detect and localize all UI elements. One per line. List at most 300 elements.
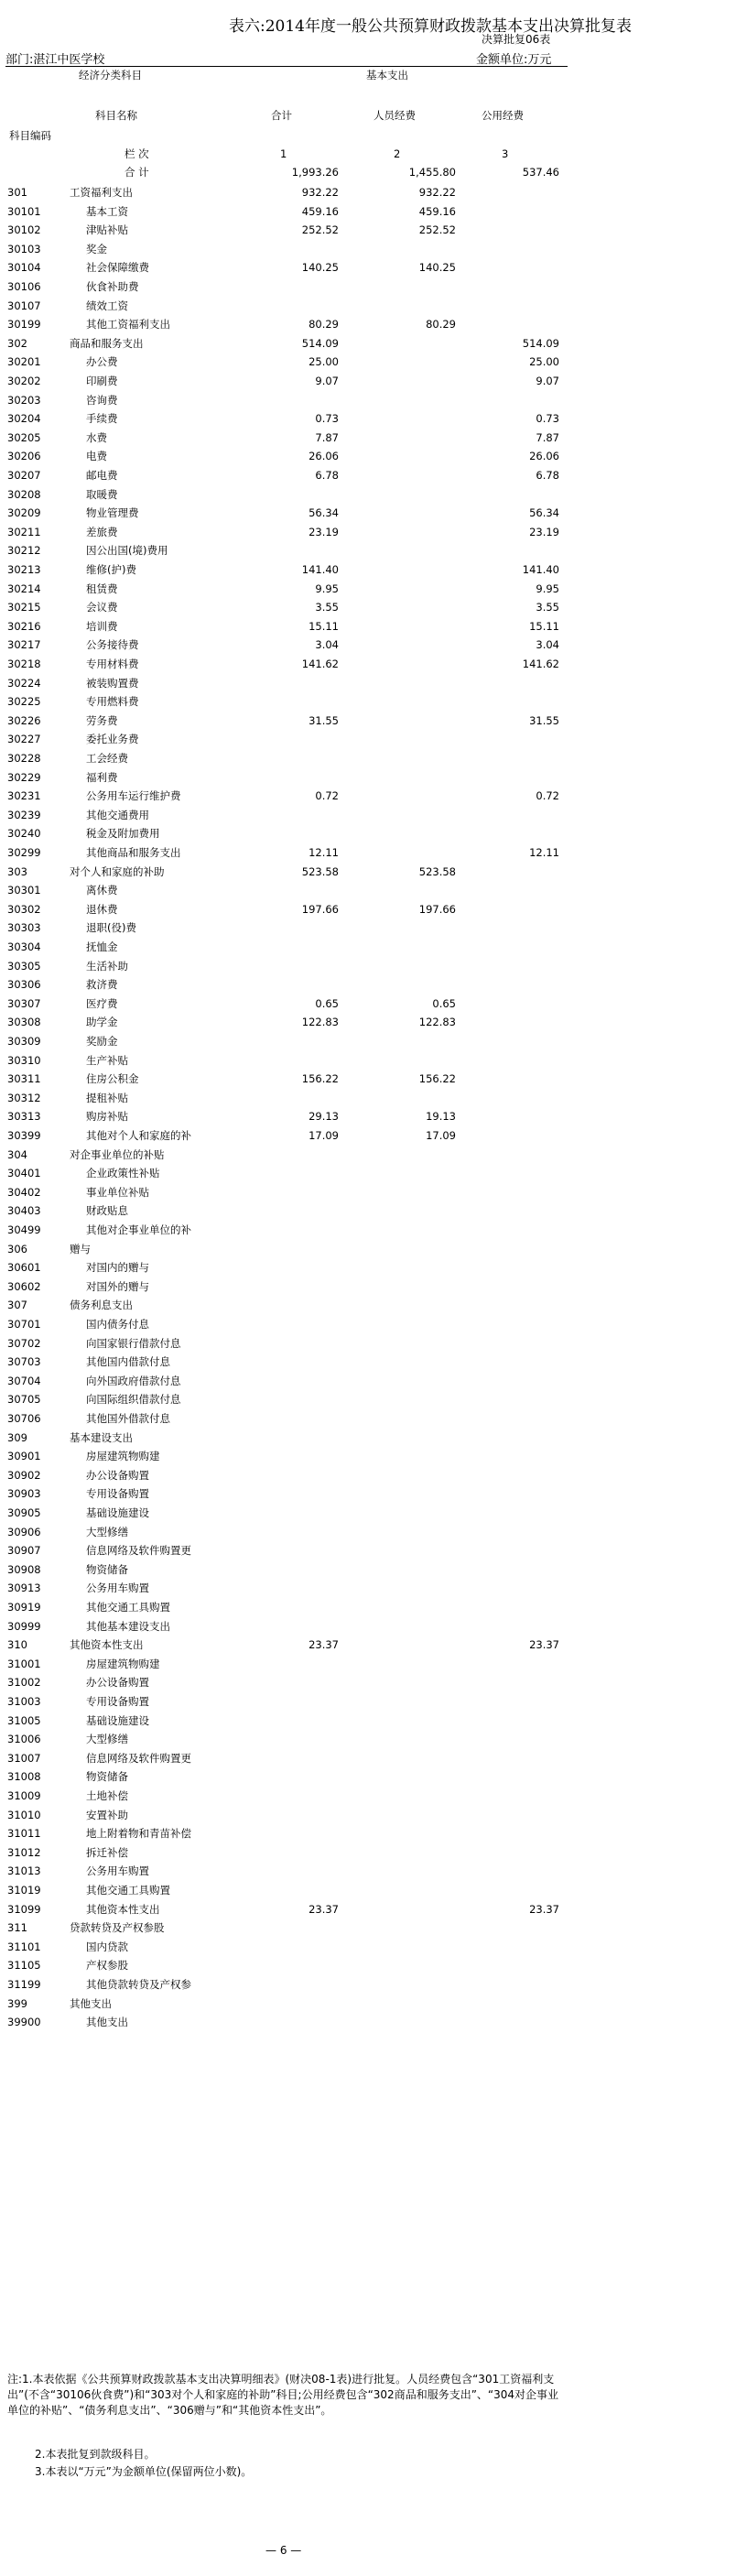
- row-code: 30913: [7, 1581, 41, 1595]
- table-row: [0, 1089, 747, 1107]
- row-code: 30601: [7, 1261, 41, 1275]
- table-row: [0, 1183, 747, 1201]
- row-code: 30202: [7, 375, 41, 387]
- table-row: [0, 1617, 747, 1636]
- row-public: 31.55: [529, 713, 559, 727]
- row-name: 离休费: [86, 884, 118, 897]
- table-row: [0, 674, 747, 692]
- row-code: 31011: [7, 1827, 41, 1841]
- row-code: 30226: [7, 713, 41, 727]
- row-name: 办公费: [86, 355, 118, 369]
- row-code: 30201: [7, 355, 41, 369]
- sum-public: 537.46: [522, 166, 559, 179]
- table-row: [0, 1315, 747, 1333]
- sum-personnel: 1,455.80: [408, 166, 456, 179]
- row-code: 31008: [7, 1770, 41, 1784]
- row-name: 对个人和家庭的补助: [70, 864, 165, 878]
- row-name: 其他国内借款付息: [86, 1355, 170, 1369]
- row-code: 30203: [7, 393, 41, 407]
- table-row: [0, 1164, 747, 1182]
- row-code: 30299: [7, 846, 41, 859]
- row-name: 地上附着物和青苗补偿: [86, 1827, 191, 1841]
- row-public: 23.37: [529, 1638, 559, 1652]
- table-row: [0, 806, 747, 824]
- row-code: 30227: [7, 733, 41, 746]
- row-name: 咨询费: [86, 393, 118, 407]
- row-name: 抚恤金: [86, 940, 118, 953]
- row-name: 房屋建筑物购建: [86, 1450, 160, 1463]
- econ-class-header: 经济分类科目: [79, 69, 142, 82]
- row-code: 30304: [7, 940, 41, 953]
- table-row: [0, 730, 747, 748]
- table-row: [0, 900, 747, 918]
- table-row: [0, 1258, 747, 1277]
- table-row: [0, 938, 747, 956]
- table-row: [0, 221, 747, 239]
- row-name: 取暖费: [86, 487, 118, 501]
- row-name: 物资储备: [86, 1770, 128, 1784]
- row-total: 12.11: [309, 846, 339, 859]
- row-public: 23.37: [529, 1902, 559, 1916]
- row-code: 30906: [7, 1525, 41, 1538]
- row-code: 306: [7, 1242, 27, 1255]
- table-row: [0, 1598, 747, 1616]
- row-code: 30704: [7, 1374, 41, 1387]
- row-code: 30106: [7, 280, 41, 293]
- row-name: 基本建设支出: [70, 1430, 133, 1444]
- row-name: 商品和服务支出: [70, 336, 144, 350]
- table-row: [0, 1938, 747, 1956]
- row-code: 399: [7, 1996, 27, 2010]
- row-total: 0.65: [315, 996, 339, 1010]
- table-row: [0, 975, 747, 994]
- row-total: 7.87: [315, 430, 339, 444]
- table-row: [0, 843, 747, 862]
- row-public: 6.78: [536, 469, 559, 482]
- row-personnel: 122.83: [418, 1016, 456, 1029]
- row-total: 23.37: [309, 1902, 339, 1916]
- row-name: 信息网络及软件购置更: [86, 1544, 191, 1558]
- row-public: 15.11: [529, 619, 559, 633]
- row-name: 安置补助: [86, 1808, 128, 1821]
- row-code: 30705: [7, 1393, 41, 1407]
- subject-code-header: 科目编码: [9, 129, 51, 142]
- row-code: 30602: [7, 1279, 41, 1293]
- row-public: 7.87: [536, 430, 559, 444]
- row-name: 租赁费: [86, 582, 118, 595]
- row-code: 30216: [7, 619, 41, 633]
- table-row: [0, 1749, 747, 1767]
- row-name: 培训费: [86, 619, 118, 633]
- table-row: [0, 1824, 747, 1842]
- row-public: 514.09: [522, 336, 559, 350]
- row-name: 其他工资福利支出: [86, 318, 170, 332]
- table-row: [0, 1541, 747, 1560]
- row-code: 30208: [7, 487, 41, 501]
- row-code: 30213: [7, 563, 41, 576]
- row-name: 国内贷款: [86, 1940, 128, 1953]
- table-row: [0, 353, 747, 371]
- row-total: 156.22: [301, 1072, 339, 1086]
- table-row: [0, 240, 747, 258]
- row-name: 其他支出: [86, 2016, 128, 2029]
- row-name: 伙食补助费: [86, 280, 139, 293]
- row-code: 30101: [7, 204, 41, 218]
- row-code: 30240: [7, 827, 41, 841]
- row-total: 141.62: [301, 658, 339, 670]
- row-code: 31002: [7, 1676, 41, 1690]
- row-total: 932.22: [301, 186, 339, 199]
- row-name: 财政贴息: [86, 1204, 128, 1218]
- total-header: 合计: [271, 109, 292, 122]
- row-code: 30313: [7, 1110, 41, 1124]
- row-personnel: 932.22: [418, 186, 456, 199]
- row-total: 23.19: [309, 525, 339, 538]
- row-code: 30402: [7, 1185, 41, 1199]
- row-public: 3.04: [536, 638, 559, 652]
- row-code: 39900: [7, 2016, 41, 2029]
- sum-label: 合 计: [124, 166, 149, 179]
- row-code: 30401: [7, 1167, 41, 1180]
- table-row: [0, 918, 747, 937]
- row-name: 其他对企事业单位的补: [86, 1223, 191, 1236]
- row-public: 26.06: [529, 450, 559, 463]
- row-public: 25.00: [529, 355, 559, 369]
- row-code: 31012: [7, 1845, 41, 1859]
- row-code: 31009: [7, 1789, 41, 1802]
- table-row: [0, 409, 747, 428]
- table-row: [0, 485, 747, 504]
- table-row: [0, 1277, 747, 1296]
- row-public: 0.73: [536, 412, 559, 426]
- table-row: [0, 1353, 747, 1371]
- row-name: 其他国外借款付息: [86, 1412, 170, 1425]
- row-name: 事业单位补贴: [86, 1185, 149, 1199]
- table-row: [0, 560, 747, 579]
- row-total: 141.40: [301, 563, 339, 576]
- row-total: 26.06: [309, 450, 339, 463]
- sum-row: [0, 163, 747, 181]
- row-code: 309: [7, 1430, 27, 1444]
- note-3: 3.本表以“万元”为金额单位(保留两位小数)。: [35, 2465, 253, 2478]
- row-code: 30239: [7, 808, 41, 821]
- row-code: 310: [7, 1638, 27, 1652]
- table-row: [0, 1655, 747, 1673]
- table-row: [0, 183, 747, 201]
- row-code: 31001: [7, 1657, 41, 1670]
- table-row: [0, 1975, 747, 1994]
- row-name: 工会经费: [86, 752, 128, 765]
- column-index-2: 2: [394, 147, 401, 160]
- row-total: 6.78: [315, 469, 339, 482]
- row-code: 31006: [7, 1733, 41, 1746]
- row-name: 产权参股: [86, 1959, 128, 1973]
- table-row: [0, 541, 747, 560]
- table-row: [0, 315, 747, 333]
- row-name: 大型修缮: [86, 1525, 128, 1538]
- column-index-1: 1: [280, 147, 287, 160]
- row-name: 公务用车运行维护费: [86, 789, 181, 803]
- row-name: 水费: [86, 430, 107, 444]
- table-row: [0, 447, 747, 465]
- table-row: [0, 617, 747, 636]
- row-name: 债务利息支出: [70, 1299, 133, 1312]
- row-name: 因公出国(境)费用: [86, 544, 168, 558]
- row-public: 141.62: [522, 658, 559, 670]
- row-name: 印刷费: [86, 375, 118, 387]
- row-code: 30706: [7, 1412, 41, 1425]
- row-code: 30999: [7, 1619, 41, 1633]
- row-name: 基本工资: [86, 204, 128, 218]
- table-row: [0, 334, 747, 353]
- row-code: 30231: [7, 789, 41, 803]
- row-code: 30919: [7, 1601, 41, 1614]
- row-name: 津贴补贴: [86, 223, 128, 237]
- row-code: 311: [7, 1921, 27, 1935]
- table-row: [0, 1372, 747, 1390]
- row-code: 30310: [7, 1053, 41, 1067]
- row-total: 80.29: [309, 318, 339, 332]
- table-row: [0, 1636, 747, 1654]
- row-name: 福利费: [86, 770, 118, 784]
- table-row: [0, 1900, 747, 1918]
- form-code: 决算批复06表: [482, 33, 551, 46]
- row-personnel: 140.25: [418, 261, 456, 275]
- row-name: 其他交通费用: [86, 808, 149, 821]
- row-name: 差旅费: [86, 525, 118, 538]
- table-row: [0, 1126, 747, 1145]
- page-number: — 6 —: [265, 2544, 302, 2557]
- table-row: [0, 787, 747, 805]
- row-code: 31003: [7, 1695, 41, 1708]
- table-row: [0, 863, 747, 881]
- row-total: 56.34: [309, 506, 339, 520]
- table-row: [0, 995, 747, 1013]
- row-public: 9.07: [536, 375, 559, 387]
- row-name: 基础设施建设: [86, 1713, 149, 1727]
- row-total: 29.13: [309, 1110, 339, 1124]
- table-row: [0, 1429, 747, 1447]
- row-code: 30701: [7, 1318, 41, 1331]
- row-name: 物业管理费: [86, 506, 139, 520]
- row-code: 30207: [7, 469, 41, 482]
- row-name: 提租补贴: [86, 1091, 128, 1104]
- row-code: 30309: [7, 1035, 41, 1048]
- row-name: 委托业务费: [86, 733, 139, 746]
- row-name: 向国家银行借款付息: [86, 1336, 181, 1350]
- row-total: 9.07: [315, 375, 339, 387]
- row-code: 30206: [7, 450, 41, 463]
- table-row: [0, 1107, 747, 1125]
- row-personnel: 459.16: [418, 204, 456, 218]
- row-name: 拆迁补偿: [86, 1845, 128, 1859]
- row-code: 31099: [7, 1902, 41, 1916]
- header-top-rule: [5, 66, 568, 67]
- table-row: [0, 692, 747, 711]
- table-row: [0, 277, 747, 296]
- row-name: 其他商品和服务支出: [86, 846, 181, 859]
- row-personnel: 19.13: [426, 1110, 456, 1124]
- page-title: 表六:2014年度一般公共预算财政拨款基本支出决算批复表: [229, 17, 632, 36]
- row-code: 30399: [7, 1129, 41, 1142]
- table-row: [0, 297, 747, 315]
- table-row: [0, 768, 747, 787]
- row-total: 0.73: [315, 412, 339, 426]
- row-total: 17.09: [309, 1129, 339, 1142]
- row-code: 302: [7, 336, 27, 350]
- row-name: 其他贷款转贷及产权参: [86, 1978, 191, 1991]
- table-row: [0, 202, 747, 221]
- row-name: 助学金: [86, 1016, 118, 1029]
- note-2: 2.本表批复到款级科目。: [35, 2448, 156, 2461]
- row-name: 生活补助: [86, 959, 128, 973]
- row-total: 197.66: [301, 902, 339, 916]
- row-code: 30228: [7, 752, 41, 765]
- row-code: 30905: [7, 1506, 41, 1519]
- table-row: [0, 1956, 747, 1974]
- table-row: [0, 1146, 747, 1164]
- row-code: 30211: [7, 525, 41, 538]
- table-row: [0, 1673, 747, 1691]
- row-public: 0.72: [536, 789, 559, 803]
- table-row: [0, 1730, 747, 1748]
- row-code: 30901: [7, 1450, 41, 1463]
- row-public: 3.55: [536, 601, 559, 614]
- row-name: 专用设备购置: [86, 1487, 149, 1501]
- row-personnel: 17.09: [426, 1129, 456, 1142]
- table-row: [0, 1334, 747, 1353]
- row-name: 对国内的赠与: [86, 1261, 149, 1275]
- row-code: 30308: [7, 1016, 41, 1029]
- row-code: 31101: [7, 1940, 41, 1953]
- row-code: 30204: [7, 412, 41, 426]
- row-code: 30107: [7, 299, 41, 312]
- department-label: 部门:湛江中医学校: [5, 53, 105, 67]
- row-code: 31105: [7, 1959, 41, 1973]
- row-name: 医疗费: [86, 996, 118, 1010]
- row-name: 大型修缮: [86, 1733, 128, 1746]
- row-name: 其他资本性支出: [70, 1638, 144, 1652]
- row-code: 30902: [7, 1468, 41, 1482]
- row-code: 30212: [7, 544, 41, 558]
- row-total: 23.37: [309, 1638, 339, 1652]
- row-name: 其他交通工具购置: [86, 1601, 170, 1614]
- row-total: 31.55: [309, 713, 339, 727]
- row-name: 救济费: [86, 978, 118, 992]
- table-row: [0, 1466, 747, 1484]
- table-row: [0, 1994, 747, 2013]
- row-personnel: 197.66: [418, 902, 456, 916]
- row-code: 30103: [7, 242, 41, 255]
- row-code: 31010: [7, 1808, 41, 1821]
- row-name: 退休费: [86, 902, 118, 916]
- row-code: 30225: [7, 695, 41, 709]
- row-name: 对企事业单位的补贴: [70, 1147, 165, 1161]
- sum-total: 1,993.26: [291, 166, 339, 179]
- table-row: [0, 712, 747, 730]
- personnel-header: 人员经费: [374, 109, 416, 122]
- row-code: 30302: [7, 902, 41, 916]
- table-row: [0, 429, 747, 447]
- row-code: 30214: [7, 582, 41, 595]
- table-row: [0, 881, 747, 899]
- row-code: 31199: [7, 1978, 41, 1991]
- row-name: 公务用车购置: [86, 1864, 149, 1878]
- row-code: 31005: [7, 1713, 41, 1727]
- table-row: [0, 1070, 747, 1088]
- row-name: 办公设备购置: [86, 1468, 149, 1482]
- column-index-3: 3: [502, 147, 509, 160]
- row-code: 30209: [7, 506, 41, 520]
- table-row: [0, 1712, 747, 1730]
- row-total: 252.52: [301, 223, 339, 237]
- row-name: 物资储备: [86, 1562, 128, 1576]
- table-row: [0, 466, 747, 484]
- row-code: 30307: [7, 996, 41, 1010]
- row-code: 301: [7, 186, 27, 199]
- notes-block: [7, 2372, 566, 2418]
- row-code: 30306: [7, 978, 41, 992]
- row-name: 其他对个人和家庭的补: [86, 1129, 191, 1142]
- row-total: 122.83: [301, 1016, 339, 1029]
- row-name: 公务接待费: [86, 638, 139, 652]
- row-name: 专用燃料费: [86, 695, 139, 709]
- row-code: 30215: [7, 601, 41, 614]
- row-name: 基础设施建设: [86, 1506, 149, 1519]
- table-row: [0, 1767, 747, 1786]
- row-name: 其他交通工具购置: [86, 1884, 170, 1897]
- row-code: 30305: [7, 959, 41, 973]
- row-name: 办公设备购置: [86, 1676, 149, 1690]
- row-public: 141.40: [522, 563, 559, 576]
- row-name: 退职(役)费: [86, 921, 136, 935]
- row-name: 专用材料费: [86, 658, 139, 670]
- row-name: 公务用车购置: [86, 1581, 149, 1595]
- row-name: 向外国政府借款付息: [86, 1374, 181, 1387]
- row-code: 30229: [7, 770, 41, 784]
- row-name: 向国际组织借款付息: [86, 1393, 181, 1407]
- row-code: 30102: [7, 223, 41, 237]
- row-total: 140.25: [301, 261, 339, 275]
- table-row: [0, 824, 747, 842]
- table-row: [0, 1051, 747, 1070]
- row-total: 9.95: [315, 582, 339, 595]
- row-code: 30218: [7, 658, 41, 670]
- row-personnel: 523.58: [418, 864, 456, 878]
- row-code: 30303: [7, 921, 41, 935]
- row-public: 12.11: [529, 846, 559, 859]
- row-code: 30104: [7, 261, 41, 275]
- table-row: [0, 1692, 747, 1711]
- row-code: 30311: [7, 1072, 41, 1086]
- row-code: 30703: [7, 1355, 41, 1369]
- row-code: 30199: [7, 318, 41, 332]
- row-personnel: 156.22: [418, 1072, 456, 1086]
- subject-name-header: 科目名称: [95, 109, 137, 122]
- table-row: [0, 2013, 747, 2031]
- row-personnel: 80.29: [426, 318, 456, 332]
- row-code: 30908: [7, 1562, 41, 1576]
- public-header: 公用经费: [482, 109, 524, 122]
- table-row: [0, 1240, 747, 1258]
- basic-expense-header: 基本支出: [366, 69, 408, 82]
- row-code: 30301: [7, 884, 41, 897]
- table-row: [0, 1843, 747, 1862]
- row-total: 523.58: [301, 864, 339, 878]
- table-row: [0, 1862, 747, 1880]
- row-name: 赠与: [70, 1242, 91, 1255]
- row-total: 15.11: [309, 619, 339, 633]
